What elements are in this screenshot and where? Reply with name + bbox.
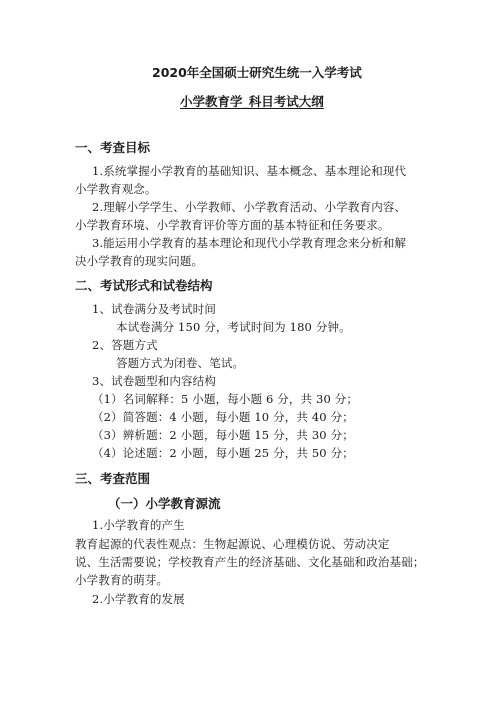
format-line-9: （4）论述题：2 小题，每小题 25 分，共 50 分； [92,446,354,460]
objective-line-3: 2.理解小学学生、小学教师、小学教育活动、小学教育内容、 [92,200,407,214]
scope-line-4: 小学教育的萌芽。 [75,573,169,587]
scope-line-2: 教育起源的代表性观点：生物起源说、心理模仿说、劳动决定 [75,537,390,551]
doc-subtitle: 小学教育学_科目考试大纲 [180,94,324,109]
subsection-heading-origins: （一）小学教育源流 [108,496,221,511]
objective-line-1: 1.系统掌握小学教育的基础知识、基本概念、基本理论和现代 [92,164,407,178]
scope-line-1: 1.小学教育的产生 [92,518,185,532]
scope-line-5: 2.小学教育的发展 [92,592,185,606]
scope-line-3: 说、生活需要说；学校教育产生的经济基础、文化基础和政治基础； [75,555,425,569]
section-heading-objectives: 一、考查目标 [75,140,151,155]
doc-title: 2020年全国硕士研究生统一入学考试 [152,65,362,80]
objective-line-6: 决小学教育的现实问题。 [75,254,204,268]
format-line-2: 本试卷满分 150 分，考试时间为 180 分钟。 [116,320,351,334]
format-line-7: （2）简答题：4 小题，每小题 10 分，共 40 分； [92,410,354,424]
format-line-6: （1）名词解释：5 小题，每小题 6 分，共 30 分； [92,392,359,406]
format-line-3: 2、答题方式 [92,338,158,352]
section-heading-scope: 三、考查范围 [75,471,151,486]
objective-line-4: 小学教育环境、小学教育评价等方面的基本特征和任务要求。 [75,218,390,232]
format-line-1: 1、试卷满分及考试时间 [92,302,216,316]
format-line-8: （3）辨析题：2 小题，每小题 15 分，共 30 分； [92,428,354,442]
format-line-4: 答题方式为闭卷、笔试。 [116,356,245,370]
format-line-5: 3、试卷题型和内容结构 [92,374,216,388]
objective-line-5: 3.能运用小学教育的基本理论和现代小学教育理念来分析和解 [92,236,407,250]
objective-line-2: 小学教育观念。 [75,182,157,196]
section-heading-exam-format: 二、考试形式和试卷结构 [75,278,213,293]
